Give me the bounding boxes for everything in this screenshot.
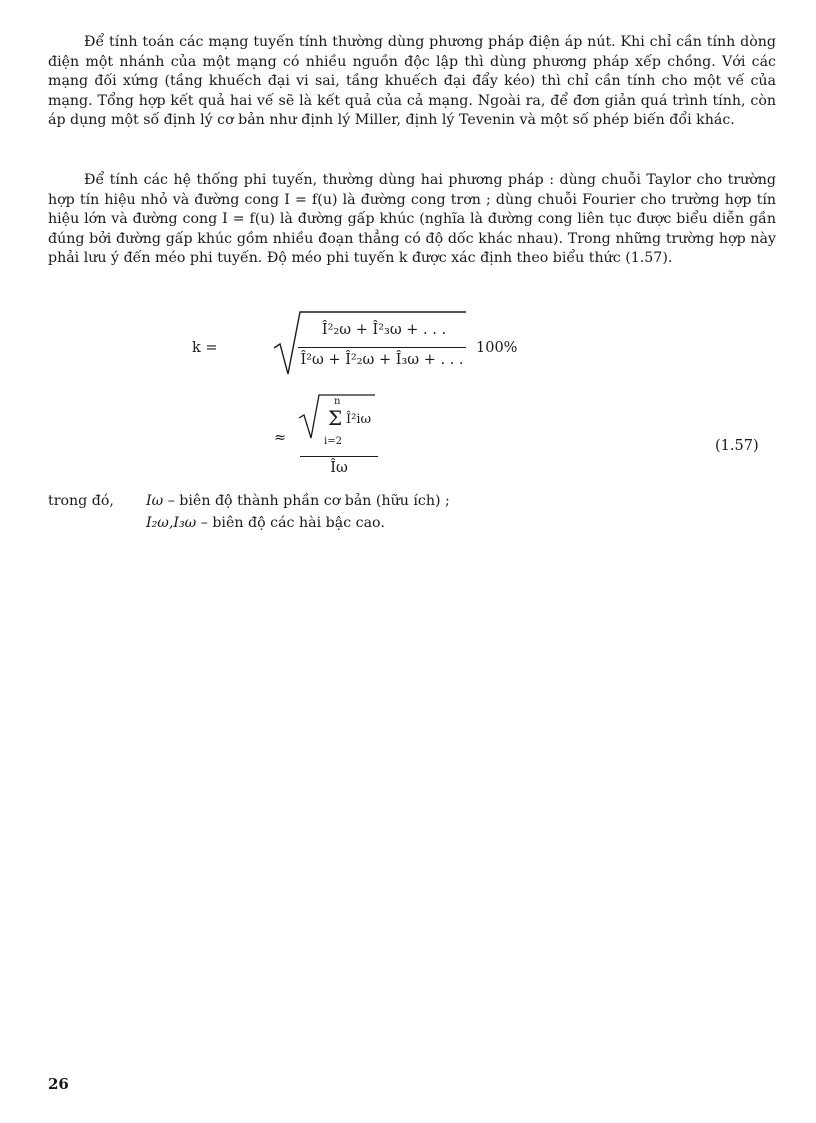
where-line-2 [146, 512, 385, 534]
paragraph-2-text: Để tính các hệ thống phi tuyến, thường dùng hai phương pháp : dùng chuỗi Taylor cho trường hợp tín hiệu nhỏ và đường cong I = f(u) là đường cong trơn ; dùng chuỗi Fourier cho trường hợp tín hiệu lớn và đường cong I = f(u) là đường gấp khúc (nghĩa là đường cong liên tục được biểu diễn gần đúng bởi đường gấp khúc gồm nhiều đoạn thẳng có độ dốc khác nhau). Trong những trường hợp này phải lưu ý đến méo phi tuyến. Độ méo phi tuyến k được xác định theo biểu thức (1.57). [48, 172, 776, 267]
equation-lhs: k = [192, 340, 218, 356]
sum-term: Î²iω [346, 412, 372, 427]
fraction-1-denominator: Î²ω + Î²₂ω + Î₃ω + . . . [300, 352, 464, 368]
sum-upper-limit: n [334, 396, 341, 407]
where-line-1 [48, 490, 450, 512]
symbol-i-omega: Iω [146, 493, 164, 509]
sqrt-sign-1 [270, 308, 470, 380]
fraction-1-numerator: Î²₂ω + Î²₃ω + . . . [321, 322, 447, 338]
sum-symbol: Σ [328, 406, 343, 430]
fraction-2-bar [300, 456, 378, 457]
page-number: 26 [48, 1075, 69, 1093]
approx-sign: ≈ [274, 430, 287, 446]
where-line-2-text: – biên độ các hài bậc cao. [200, 515, 385, 531]
where-line-1-text: – biên độ thành phần cơ bản (hữu ích) ; [167, 493, 450, 509]
paragraph-nonlinear-methods [48, 171, 776, 269]
symbol-harmonics: I₂ω,I₃ω [146, 515, 197, 531]
sum-lower-limit: i=2 [324, 436, 342, 447]
equation-percent: 100% [476, 340, 518, 356]
where-label: trong đó, [48, 493, 114, 509]
fraction-1-bar [298, 347, 466, 348]
paragraph-linear-methods [48, 33, 776, 131]
fraction-2-denominator: Îω [330, 460, 348, 476]
equation-number: (1.57) [715, 438, 759, 454]
paragraph-1-text: Để tính toán các mạng tuyến tính thường dùng phương pháp điện áp nút. Khi chỉ cần tính dòng điện một nhánh của một mạng có nhiều nguồn độc lập thì dùng phương pháp xếp chồng. Với các mạng đối xứng (tầng khuếch đại vi sai, tầng khuếch đại đẩy kéo) thì chỉ cần tính cho một vế của mạng. Tổng hợp kết quả hai vế sẽ là kết quả của cả mạng. Ngoài ra, để đơn giản quá trình tính, còn áp dụng một số định lý cơ bản như định lý Miller, định lý Tevenin và một số phép biến đổi khác. [48, 34, 776, 129]
